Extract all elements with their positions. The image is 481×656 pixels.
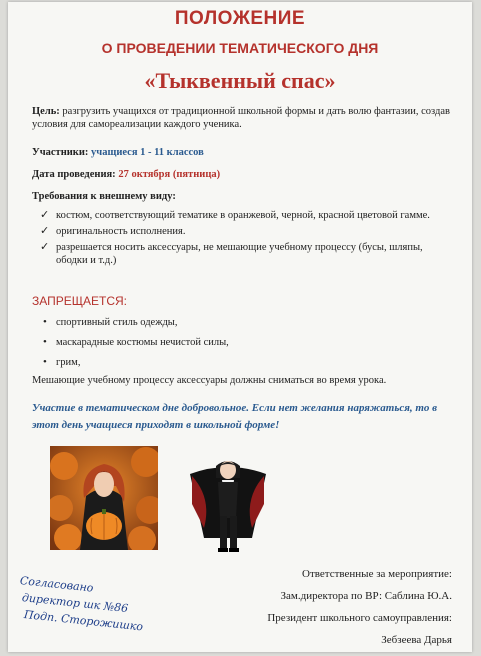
document-subtitle: О ПРОВЕДЕНИИ ТЕМАТИЧЕСКОГО ДНЯ: [101, 40, 379, 56]
check-icon: ✓: [40, 241, 50, 253]
forbidden-list: [40, 316, 435, 372]
participants-value: учащиеся 1 - 11 классов: [91, 147, 204, 158]
signature-line-3: Подп. Сторожишко: [23, 608, 144, 634]
document-title: ПОЛОЖЕНИЕ: [174, 8, 306, 29]
forbidden-heading: ЗАПРЕЩАЕТСЯ:: [32, 294, 128, 308]
participants-line: [32, 146, 457, 159]
bullet-icon: •: [43, 336, 47, 348]
list-item: • спортивный стиль одежды,: [43, 316, 178, 328]
goal-label: Цель:: [32, 106, 60, 117]
responsible-role-2: Президент школьного самоуправления:: [267, 612, 452, 624]
bullet-icon: •: [43, 356, 47, 368]
requirements-list: [40, 209, 435, 270]
voluntary-note: Участие в тематическом дне добровольное. Если нет желания наряжаться, то в этот день учащиеся приходят в школьной форме!: [32, 402, 437, 431]
goal-paragraph: [32, 105, 457, 131]
vampire-boy-photo: [182, 448, 274, 558]
document-sheet: [8, 2, 472, 652]
responsible-person-2: Зебзеева Дарья: [381, 634, 452, 646]
date-value: 27 октября (пятница): [118, 169, 221, 180]
check-icon: ✓: [40, 225, 50, 237]
date-line: [32, 168, 457, 181]
date-label: Дата проведения:: [32, 169, 116, 180]
check-icon: ✓: [40, 209, 50, 221]
signature-line-1: Согласовано: [19, 574, 95, 595]
list-item: ✓ костюм, соответствующий тематике в оранжевой, черной, красной цветовой гамме.: [40, 209, 430, 221]
list-item: • маскарадные костюмы нечистой силы,: [43, 336, 229, 348]
list-item: • грим,: [43, 356, 81, 368]
bullet-icon: •: [43, 316, 47, 328]
requirements-heading: Требования к внешнему виду:: [32, 191, 176, 202]
participants-label: Участники:: [32, 147, 89, 158]
list-item: ✓ разрешается носить аксессуары, не мешающие учебному процессу (бусы, шляпы, ободки и т.д.): [40, 241, 423, 266]
list-item: ✓ оригинальность исполнения.: [40, 225, 186, 237]
pumpkin-girl-photo: [50, 446, 158, 550]
responsible-heading: Ответственные за мероприятие:: [302, 568, 452, 580]
approval-signature: [19, 572, 190, 634]
accessories-note: Мешающие учебному процессу аксессуары должны сниматься во время урока.: [32, 375, 387, 386]
responsible-person-1: Зам.директора по ВР: Саблина Ю.А.: [280, 590, 452, 602]
event-name: «Тыквенный спас»: [144, 68, 336, 93]
goal-text: разгрузить учащихся от традиционной школьной формы и дать волю фантазии, создав условия для самореализации каждого ученика.: [32, 106, 450, 130]
signature-line-2: директор шк №86: [21, 591, 129, 616]
